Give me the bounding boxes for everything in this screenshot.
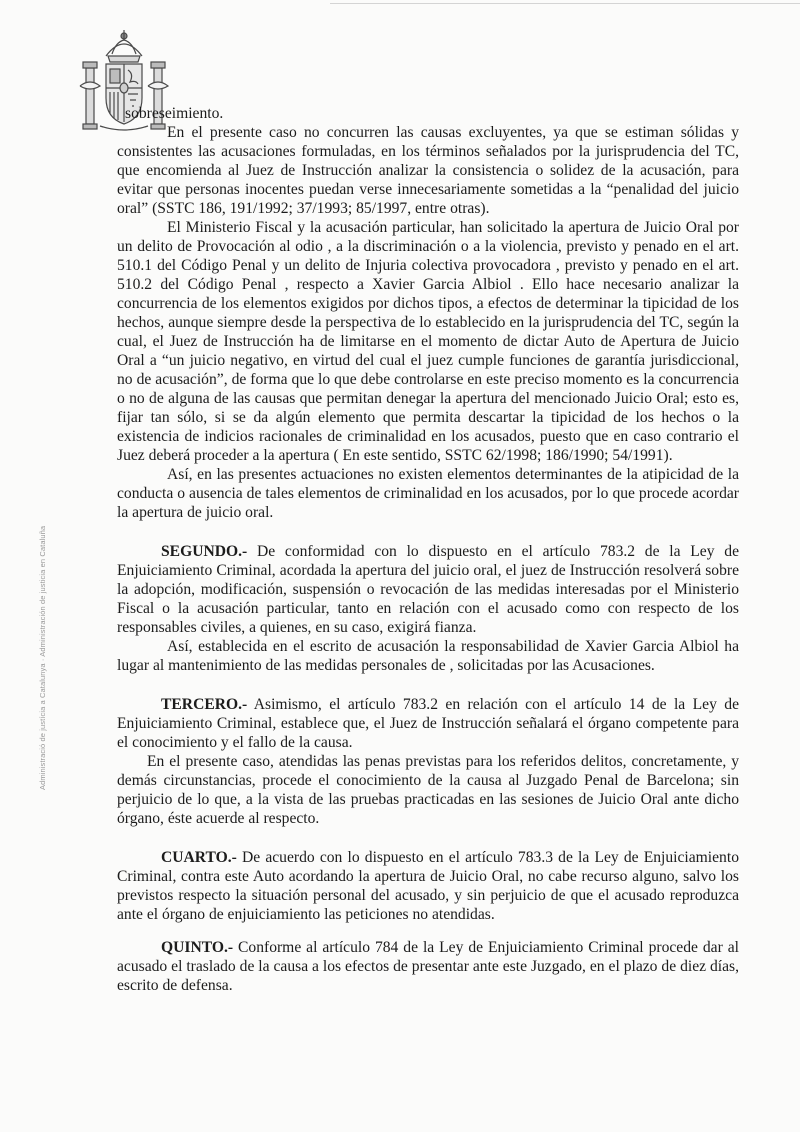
section-text: De conformidad con lo dispuesto en el artículo 783.2 de la Ley de Enjuiciamiento Criminal, acordada la apertura del juicio oral, el juez de Instrucción resolverá sobre la adopción, modificación, suspensión o revocación de las medidas interesadas por el Ministerio Fiscal o la acusación particular, tanto en relación con el acusado como con respecto de los responsables civiles, a quienes, en su caso, exigirá fianza.: [117, 543, 739, 636]
section-text: Conforme al artículo 784 de la Ley de Enjuiciamiento Criminal procede dar al acusado el traslado de la causa a los efectos de presentar ante este Juzgado, en el plazo de diez días, escrito de defensa.: [117, 939, 739, 994]
section-text: De acuerdo con lo dispuesto en el artículo 783.3 de la Ley de Enjuiciamiento Criminal, contra este Auto acordando la apertura de Juicio Oral, no cabe recurso alguno, salvo los previstos respecto la situación personal del acusado, y sin perjuicio de que el acusado reproduzca ante el órgano de enjuiciamiento las peticiones no atendidas.: [117, 849, 739, 923]
spacer: [117, 924, 739, 938]
paragraph-3: Así, en las presentes actuaciones no existen elementos determinantes de la atipicidad de la conducta o ausencia de tales elementos de criminalidad en los acusados, por lo que procede acordar la apertura de juicio oral.: [117, 466, 739, 521]
section-text: Asimismo, el artículo 783.2 en relación con el artículo 14 de la Ley de Enjuiciamiento Criminal, establece que, el Juez de Instrucción señalará el órgano competente para el conocimiento y el fallo de la causa.: [117, 696, 739, 751]
section-tercero-paragraph-2: En el presente caso, atendidas las penas previstas para los referidos delitos, concretamente, y demás circunstancias, procede el conocimiento de la causa al Juzgado Penal de Barcelona; sin perjuicio de lo que, a la vista de las pruebas practicadas en las sesiones de Juicio Oral ante dicho órgano, éste acuerde al respecto.: [117, 753, 739, 827]
section-segundo: [117, 542, 739, 637]
section-segundo-paragraph-2: Así, establecida en el escrito de acusación la responsabilidad de Xavier Garcia Albiol ha lugar al mantenimiento de las medidas personales de , solicitadas por las Acusaciones.: [117, 638, 739, 674]
section-cuarto: [117, 848, 739, 924]
section-quinto: [117, 938, 739, 995]
section-tercero: [117, 695, 739, 752]
paragraph-1: En el presente caso no concurren las causas excluyentes, ya que se estiman sólidas y consistentes las acusaciones formuladas, en los términos señalados por la jurisprudencia del TC, que encomienda al Juez de Instrucción analizar la consistencia o solidez de la acusación, para evitar que personas inocentes puedan verse innecesariamente sometidas a la “penalidad del juicio oral” (SSTC 186, 191/1992; 37/1993; 85/1997, entre otras).: [117, 124, 739, 217]
paragraph-2: El Ministerio Fiscal y la acusación particular, han solicitado la apertura de Juicio Oral por un delito de Provocación al odio , a la discriminación o a la violencia, previsto y penado en el art. 510.1 del Código Penal y un delito de Injuria colectiva provocadora , previsto y penado en el art. 510.2 del Código Penal , respecto a Xavier Garcia Albiol . Ello hace necesario analizar la concurrencia de los elementos exigidos por dichos tipos, a efectos de determinar la tipicidad de los hechos, aunque siempre desde la perspectiva de lo establecido en la jurisprudencia del TC, según la cual, el Juez de Instrucción ha de limitarse en el momento de dictar Auto de Apertura de Juicio Oral a “un juicio negativo, en virtud del cual el juez cumple funciones de garantía jurisdiccional, no de acusación”, de forma que lo que debe controlarse en este preciso momento es la concurrencia o no de alguna de las causas que permitan denegar la apertura del mencionado Juicio Oral; esto es, fijar tan sólo, si se da algún elemento que permita descartar la tipicidad de los hechos o la existencia de indicios racionales de criminalidad en los acusados, puesto que en caso contrario el Juez deberá proceder a la apertura ( En este sentido, SSTC 62/1998; 186/1990; 54/1991).: [117, 219, 739, 464]
section-heading: QUINTO.-: [161, 939, 234, 956]
spacer: [117, 828, 739, 848]
paragraph-intro: sobreseimiento.: [125, 105, 224, 122]
spacer: [117, 675, 739, 695]
section-heading: TERCERO.-: [161, 696, 248, 713]
scan-edge-line: [330, 3, 800, 4]
section-heading: CUARTO.-: [161, 849, 237, 866]
document-body: [117, 104, 739, 995]
spacer: [117, 522, 739, 542]
margin-stamp-text: Administració de justícia a Catalunya · Administración de justicia en Cataluña: [38, 525, 47, 790]
section-heading: SEGUNDO.-: [161, 543, 248, 560]
